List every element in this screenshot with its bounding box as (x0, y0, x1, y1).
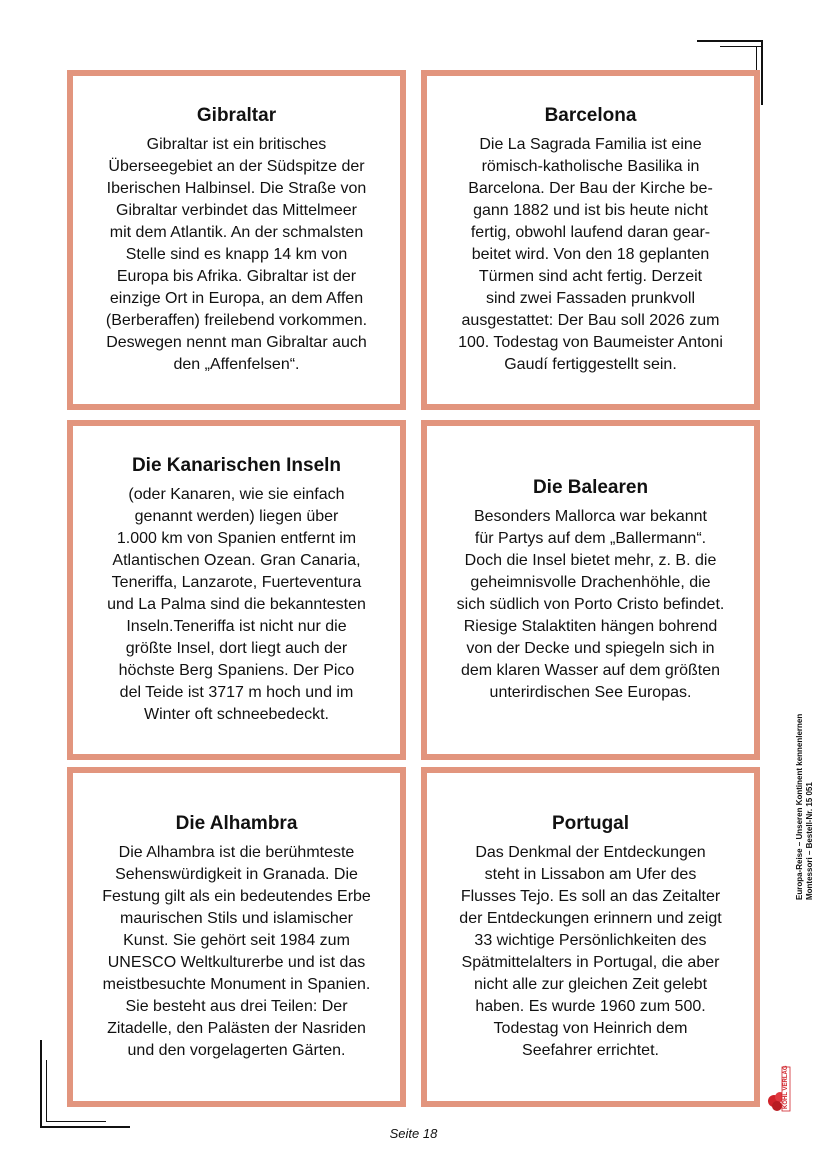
card-barcelona (421, 70, 760, 410)
sidebar-line-2: Montessori – Bestell-Nr. 15 051 (805, 782, 814, 900)
card-text: Die La Sagrada Familia ist eine römisch-katholische Basilika in Barcelona. Der Bau der Kirche be- gann 1882 und ist bis heute nicht fertig, obwohl laufend daran gear- beitet wird. Von den 18 geplanten Türmen sind acht fertig. Derzeit sind zwei Fassaden prunkvoll ausgestattet: Der Bau soll 2026 zum 100. Todestag von Baumeister Antoni Gaudí fertiggestellt sein. (458, 136, 723, 373)
card-kanarische-inseln (67, 420, 406, 760)
card-title: Portugal (551, 813, 630, 834)
card-portugal (421, 767, 760, 1107)
card-title: Die Alhambra (175, 813, 298, 834)
logo-text: KOHL VERLAG (783, 1065, 789, 1109)
sidebar-line-1: Europa-Reise – Unseren Kontinent kennenlernen (795, 713, 804, 900)
card-title: Die Kanarischen Inseln (131, 455, 342, 476)
publisher-logo (766, 1065, 792, 1113)
card-text: (oder Kanaren, wie sie einfach genannt werden) liegen über 1.000 km von Spanien entfernt im Atlantischen Ozean. Gran Canaria, Teneriffa, Lanzarote, Fuerteventura und La Palma sind die bekanntesten Inseln.Teneriffa ist nicht nur die größte Insel, dort liegt auch der höchste Berg Spaniens. Der Pico del Teide ist 3717 m hoch und im Winter oft schneebedeckt. (107, 486, 366, 723)
corner-line-top-h1 (697, 40, 763, 42)
page-number: Seite 18 (389, 1126, 438, 1141)
sidebar-imprint (795, 714, 815, 900)
corner-line-bottom-v1 (40, 1040, 42, 1128)
card-text: Das Denkmal der Entdeckungen steht in Lissabon am Ufer des Flusses Tejo. Es soll an das Zeitalter der Entdeckungen erinnern und zeigt 33 wichtige Persönlichkeiten des Spätmittelalters in Portugal, die aber nicht alle zur gleichen Zeit gelebt haben. Es wurde 1960 zum 500. Todestag von Heinrich dem Seefahrer errichtet. (459, 844, 722, 1059)
card-title: Barcelona (544, 105, 637, 126)
card-title: Die Balearen (532, 477, 649, 498)
corner-line-bottom-v2 (46, 1060, 47, 1122)
corner-line-top-v1 (761, 40, 763, 105)
card-gibraltar (67, 70, 406, 410)
card-text: Gibraltar ist ein britisches Überseegebiet an der Südspitze der Iberischen Halbinsel. Die Straße von Gibraltar verbindet das Mittelmeer mit dem Atlantik. An der schmalsten Stelle sind es knapp 14 km von Europa bis Afrika. Gibraltar ist der einzige Ort in Europa, an dem Affen (Berberaffen) freilebend vorkommen. Deswegen nennt man Gibraltar auch den „Affenfelsen“. (105, 136, 368, 373)
card-text: Die Alhambra ist die berühmteste Sehenswürdigkeit in Granada. Die Festung gilt als ein bedeutendes Erbe maurischen Stils und islamischer Kunst. Sie gehört seit 1984 zum UNESCO Weltkulturerbe und ist das meistbesuchte Monument in Spanien. Sie besteht aus drei Teilen: Der Zitadelle, den Palästen der Nasriden und den vorgelagerten Gärten. (102, 844, 371, 1059)
corner-line-bottom-h2 (46, 1121, 106, 1122)
card-text: Besonders Mallorca war bekannt für Partys auf dem „Ballermann“. Doch die Insel bietet mehr, z. B. die geheimnisvolle Drachenhöhle, die sich südlich von Porto Cristo befindet. Riesige Stalaktiten hängen bohrend von der Decke und spiegeln sich in dem klaren Wasser auf dem größten unterirdischen See Europas. (456, 508, 725, 701)
card-title: Gibraltar (196, 105, 277, 126)
card-alhambra (67, 767, 406, 1107)
card-balearen (421, 420, 760, 760)
